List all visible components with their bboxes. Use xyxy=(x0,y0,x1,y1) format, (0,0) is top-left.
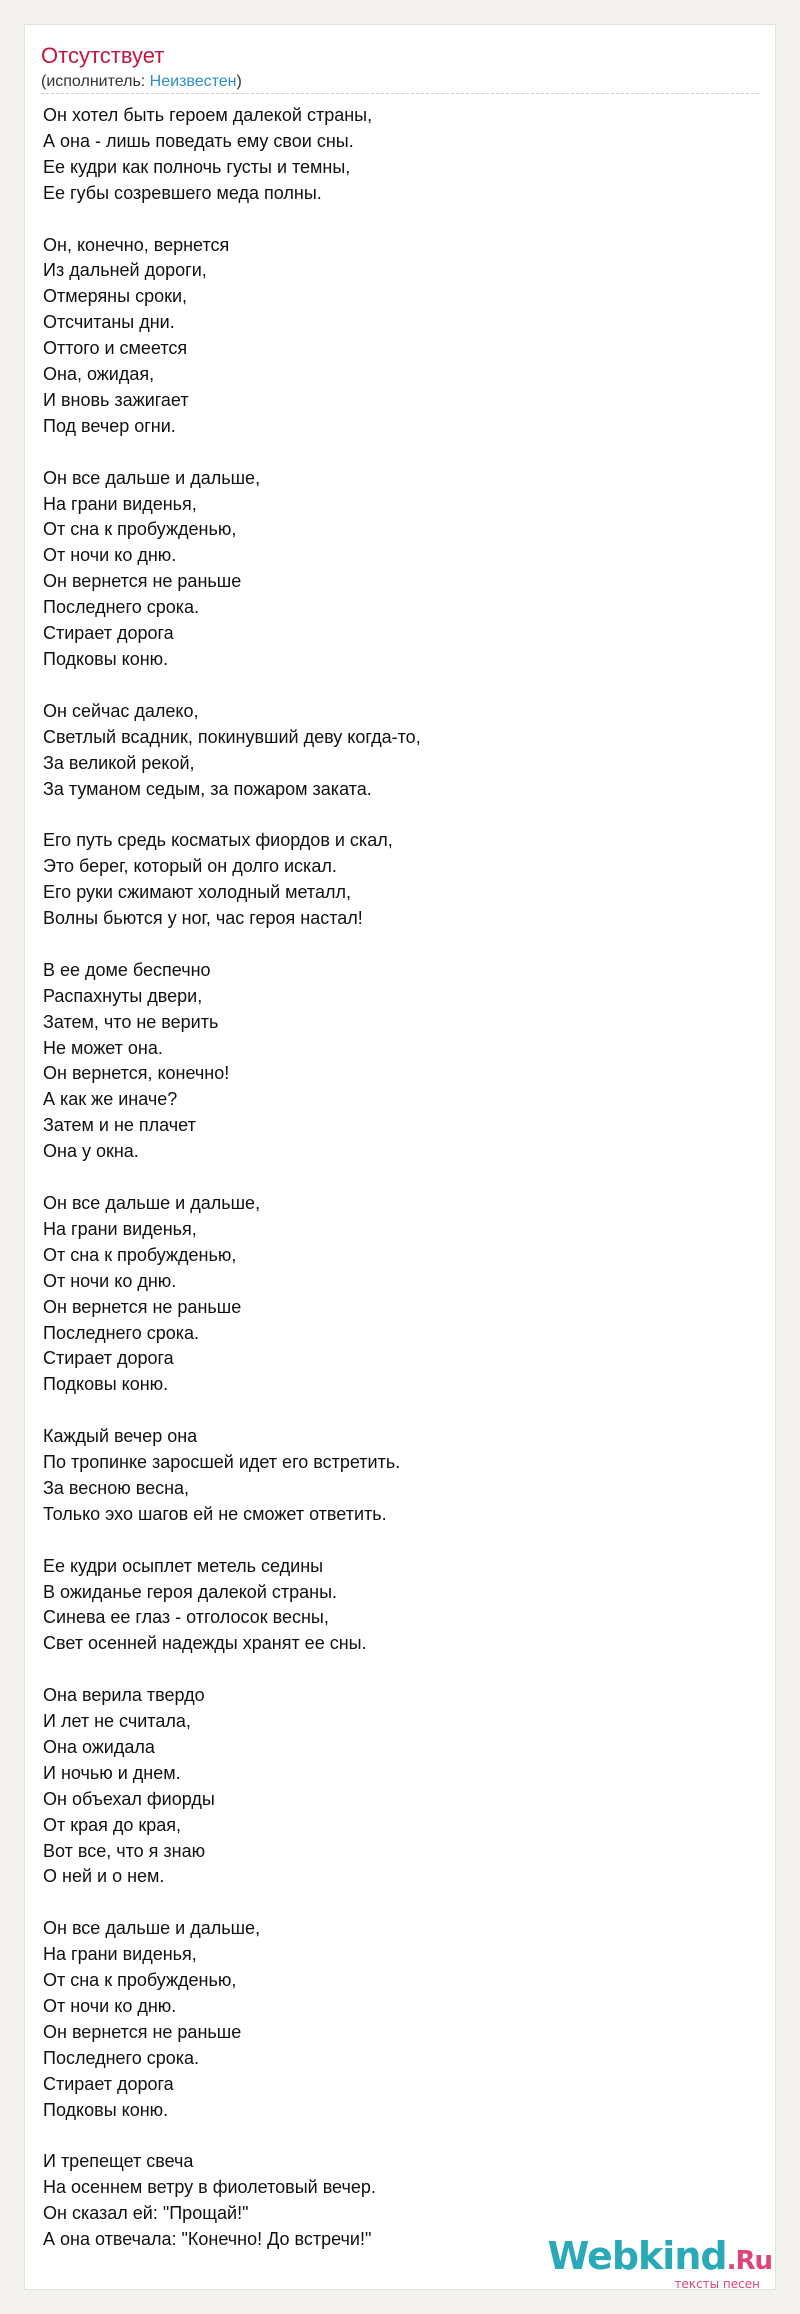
logo-tagline: тексты песен xyxy=(674,2277,760,2291)
lyric-line: От ночи ко дню. xyxy=(43,1996,177,2016)
lyric-line: Он все дальше и дальше, xyxy=(43,1192,261,1213)
lyric-line: Он хотел быть героем далекой страны, xyxy=(43,105,373,125)
lyric-line: Он объехал фиорды xyxy=(43,1788,215,1809)
lyric-line: А она - лишь поведать ему свои сны. xyxy=(43,130,354,151)
lyric-line: Ее кудри осыплет метель седины xyxy=(43,1555,324,1576)
lyric-line: Отмеряны сроки, xyxy=(43,286,188,307)
lyric-line: Распахнуты двери, xyxy=(43,985,203,1006)
lyric-line: Подковы коню. xyxy=(43,649,169,669)
lyrics-stanza xyxy=(43,1916,743,2123)
lyric-line: Затем, что не верить xyxy=(43,1011,219,1032)
lyrics-stanza xyxy=(43,958,743,1165)
site-logo[interactable] xyxy=(547,2236,772,2291)
artist-prefix: (исполнитель: xyxy=(41,73,150,90)
lyric-line: За великой рекой, xyxy=(43,752,195,773)
lyric-line: Ее губы созревшего меда полны. xyxy=(43,182,322,203)
lyrics-stanza xyxy=(43,233,743,440)
lyric-line: По тропинке заросшей идет его встретить. xyxy=(43,1452,401,1473)
artist-line xyxy=(41,72,242,92)
lyric-line: Оттого и смеется xyxy=(43,338,188,359)
lyrics-stanza xyxy=(43,103,743,207)
lyrics-stanza xyxy=(43,699,743,803)
lyric-line: На осеннем ветру в фиолетовый вечер. xyxy=(43,2177,376,2198)
lyric-line: Он сейчас далеко, xyxy=(43,700,199,721)
lyric-line: Подковы коню. xyxy=(43,2099,169,2120)
lyric-line: Она верила твердо xyxy=(43,1685,205,1706)
lyric-line: На грани виденья, xyxy=(43,1218,197,1239)
lyric-line: И лет не считала, xyxy=(43,1711,191,1732)
lyric-line: За весною весна, xyxy=(43,1477,190,1498)
lyric-line: Она ожидала xyxy=(43,1736,155,1757)
lyric-line: Свет осенней надежды хранят ее сны. xyxy=(43,1633,367,1654)
lyrics-stanza xyxy=(43,1424,743,1528)
lyric-line: Подковы коню. xyxy=(43,1374,169,1395)
lyric-line: За туманом седым, за пожаром заката. xyxy=(43,778,372,799)
lyric-line: Он, конечно, вернется xyxy=(43,234,230,255)
lyric-line: Он вернется, конечно! xyxy=(43,1063,230,1084)
lyric-line: Каждый вечер она xyxy=(43,1426,198,1447)
lyric-line: В ожиданье героя далекой страны. xyxy=(43,1581,338,1602)
lyrics-body xyxy=(43,103,743,2279)
lyric-line: От ночи ко дню. xyxy=(43,545,177,566)
lyric-line: Она, ожидая, xyxy=(43,364,155,385)
lyric-line: Стирает дорога xyxy=(43,623,174,644)
lyric-line: А она отвечала: "Конечно! До встречи!" xyxy=(43,2229,372,2250)
song-title: Отсутствует xyxy=(41,43,165,68)
lyric-line: От сна к пробужденью, xyxy=(43,1244,237,1265)
lyric-line: О ней и о нем. xyxy=(43,1866,165,1887)
lyric-line: Волны бьются у ног, час героя настал! xyxy=(43,908,363,929)
lyric-line: Синева ее глаз - отголосок весны, xyxy=(43,1607,329,1628)
lyric-line: И вновь зажигает xyxy=(43,389,189,410)
lyric-line: Он вернется не раньше xyxy=(43,571,242,592)
lyric-line: Стирает дорога xyxy=(43,1348,174,1369)
logo-tld: .Ru xyxy=(726,2246,772,2276)
lyric-line: На грани виденья, xyxy=(43,493,197,514)
lyric-line: Он сказал ей: "Прощай!" xyxy=(43,2203,249,2224)
title-divider xyxy=(41,93,759,94)
lyric-line: Его путь средь косматых фиордов и скал, xyxy=(43,830,393,851)
lyric-line: От ночи ко дню. xyxy=(43,1270,177,1291)
lyrics-stanza xyxy=(43,466,743,673)
lyric-line: Его руки сжимают холодный металл, xyxy=(43,882,351,903)
lyric-line: Только эхо шагов ей не сможет ответить. xyxy=(43,1503,387,1524)
lyric-line: Не может она. xyxy=(43,1037,163,1058)
lyric-line: Затем и не плачет xyxy=(43,1115,196,1136)
lyric-line: От сна к пробужденью, xyxy=(43,519,237,540)
lyric-line: От сна к пробужденью, xyxy=(43,1970,237,1991)
lyric-line: Стирает дорога xyxy=(43,2073,174,2094)
lyric-line: Из дальней дороги, xyxy=(43,260,207,281)
lyrics-stanza xyxy=(43,1191,743,1398)
lyric-line: Вот все, что я знаю xyxy=(43,1840,206,1861)
lyric-line: Последнего срока. xyxy=(43,2047,200,2068)
lyric-line: А как же иначе? xyxy=(43,1089,178,1110)
lyrics-stanza xyxy=(43,828,743,932)
lyric-line: Она у окна. xyxy=(43,1141,139,1162)
lyric-line: Светлый всадник, покинувший деву когда-то, xyxy=(43,726,421,747)
lyric-line: Он вернется не раньше xyxy=(43,1296,242,1317)
lyric-line: Он все дальше и дальше, xyxy=(43,467,261,488)
lyric-line: И трепещет свеча xyxy=(43,2151,194,2172)
lyric-line: От края до края, xyxy=(43,1814,182,1835)
artist-link[interactable]: Неизвестен xyxy=(149,73,237,90)
logo-wordmark xyxy=(547,2236,772,2281)
lyric-line: Это берег, который он долго искал. xyxy=(43,856,337,877)
logo-brand: Webkind xyxy=(547,2234,727,2278)
lyrics-stanza xyxy=(43,1683,743,1890)
lyric-line: Он все дальше и дальше, xyxy=(43,1918,261,1939)
lyric-line: Ее кудри как полночь густы и темны, xyxy=(43,156,351,177)
lyric-line: Последнего срока. xyxy=(43,1322,200,1343)
lyric-line: На грани виденья, xyxy=(43,1944,197,1965)
artist-suffix: ) xyxy=(236,73,242,90)
lyric-line: Отсчитаны дни. xyxy=(43,312,175,333)
lyric-line: В ее доме беспечно xyxy=(43,959,211,980)
lyric-line: Последнего срока. xyxy=(43,597,200,618)
lyric-line: Он вернется не раньше xyxy=(43,2021,242,2042)
lyrics-stanza xyxy=(43,1554,743,1658)
lyric-line: И ночью и днем. xyxy=(43,1762,181,1783)
lyric-line: Под вечер огни. xyxy=(43,415,176,436)
